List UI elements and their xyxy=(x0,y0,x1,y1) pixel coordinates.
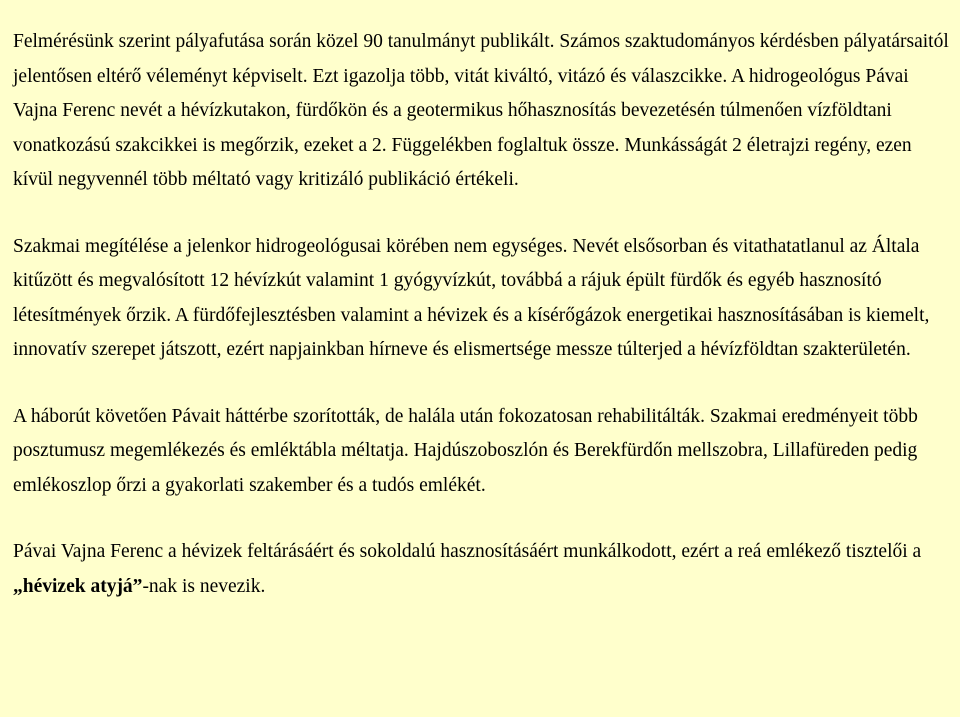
paragraph-father-of-thermal-waters xyxy=(13,535,952,604)
paragraph-spacer xyxy=(13,368,952,400)
paragraph-publications: Felmérésünk szerint pályafutása során közel 90 tanulmányt publikált. Számos szaktudományos kérdésben pályatársaitól jelentősen eltérő véleményt képviselt. Ezt igazolja több, vitát kiváltó, vitázó és válaszcikke. A hidrogeológus Pávai Vajna Ferenc nevét a hévízkutakon, fürdőkön és a geotermikus hőhasznosítás bevezetésén túlmenően vízföldtani vonatkozású szakcikkei is megőrzik, ezeket a 2. Függelékben foglaltuk össze. Munkásságát 2 életrajzi regény, ezen kívül negyvennél több méltató vagy kritizáló publikáció értékeli. xyxy=(13,31,949,190)
paragraph-professional-assessment: Szakmai megítélése a jelenkor hidrogeológusai körében nem egységes. Nevét elsősorban és vitathatatlanul az Általa kitűzött és megvalósított 12 hévízkút valamint 1 gyógyvízkút, továbbá a rájuk épült fürdők és egyéb hasznosító létesítmények őrzik. A fürdőfejlesztésben valamint a hévizek és a kísérőgázok energetikai hasznosításában is kiemelt, innovatív szerepet játszott, ezért napjainkban hírneve és elismertsége messze túlterjed a hévízföldtan szakterületén. xyxy=(13,235,930,360)
father-of-thermal-waters-title: „hévizek atyjá” xyxy=(13,575,143,597)
paragraph-rehabilitation: A háborút követően Pávait háttérbe szorították, de halála után fokozatosan rehabilitálták. Szakmai eredményeit több posztumusz megemlékezés és emléktábla méltatja. Hajdúszoboszlón és Berekfürdőn mellszobra, Lillafüreden pedig emlékoszlop őrzi a gyakorlati szakember és a tudós emlékét. xyxy=(13,405,918,496)
paragraph-spacer xyxy=(13,198,952,230)
paragraph-spacer xyxy=(13,503,952,535)
paragraph-4-text-after: -nak is nevezik. xyxy=(142,575,266,597)
paragraph-4-text-before: Pávai Vajna Ferenc a hévizek feltárásáért és sokoldalú hasznosításáért munkálkodott, ezért a reá emlékező tisztelői a xyxy=(13,541,922,562)
